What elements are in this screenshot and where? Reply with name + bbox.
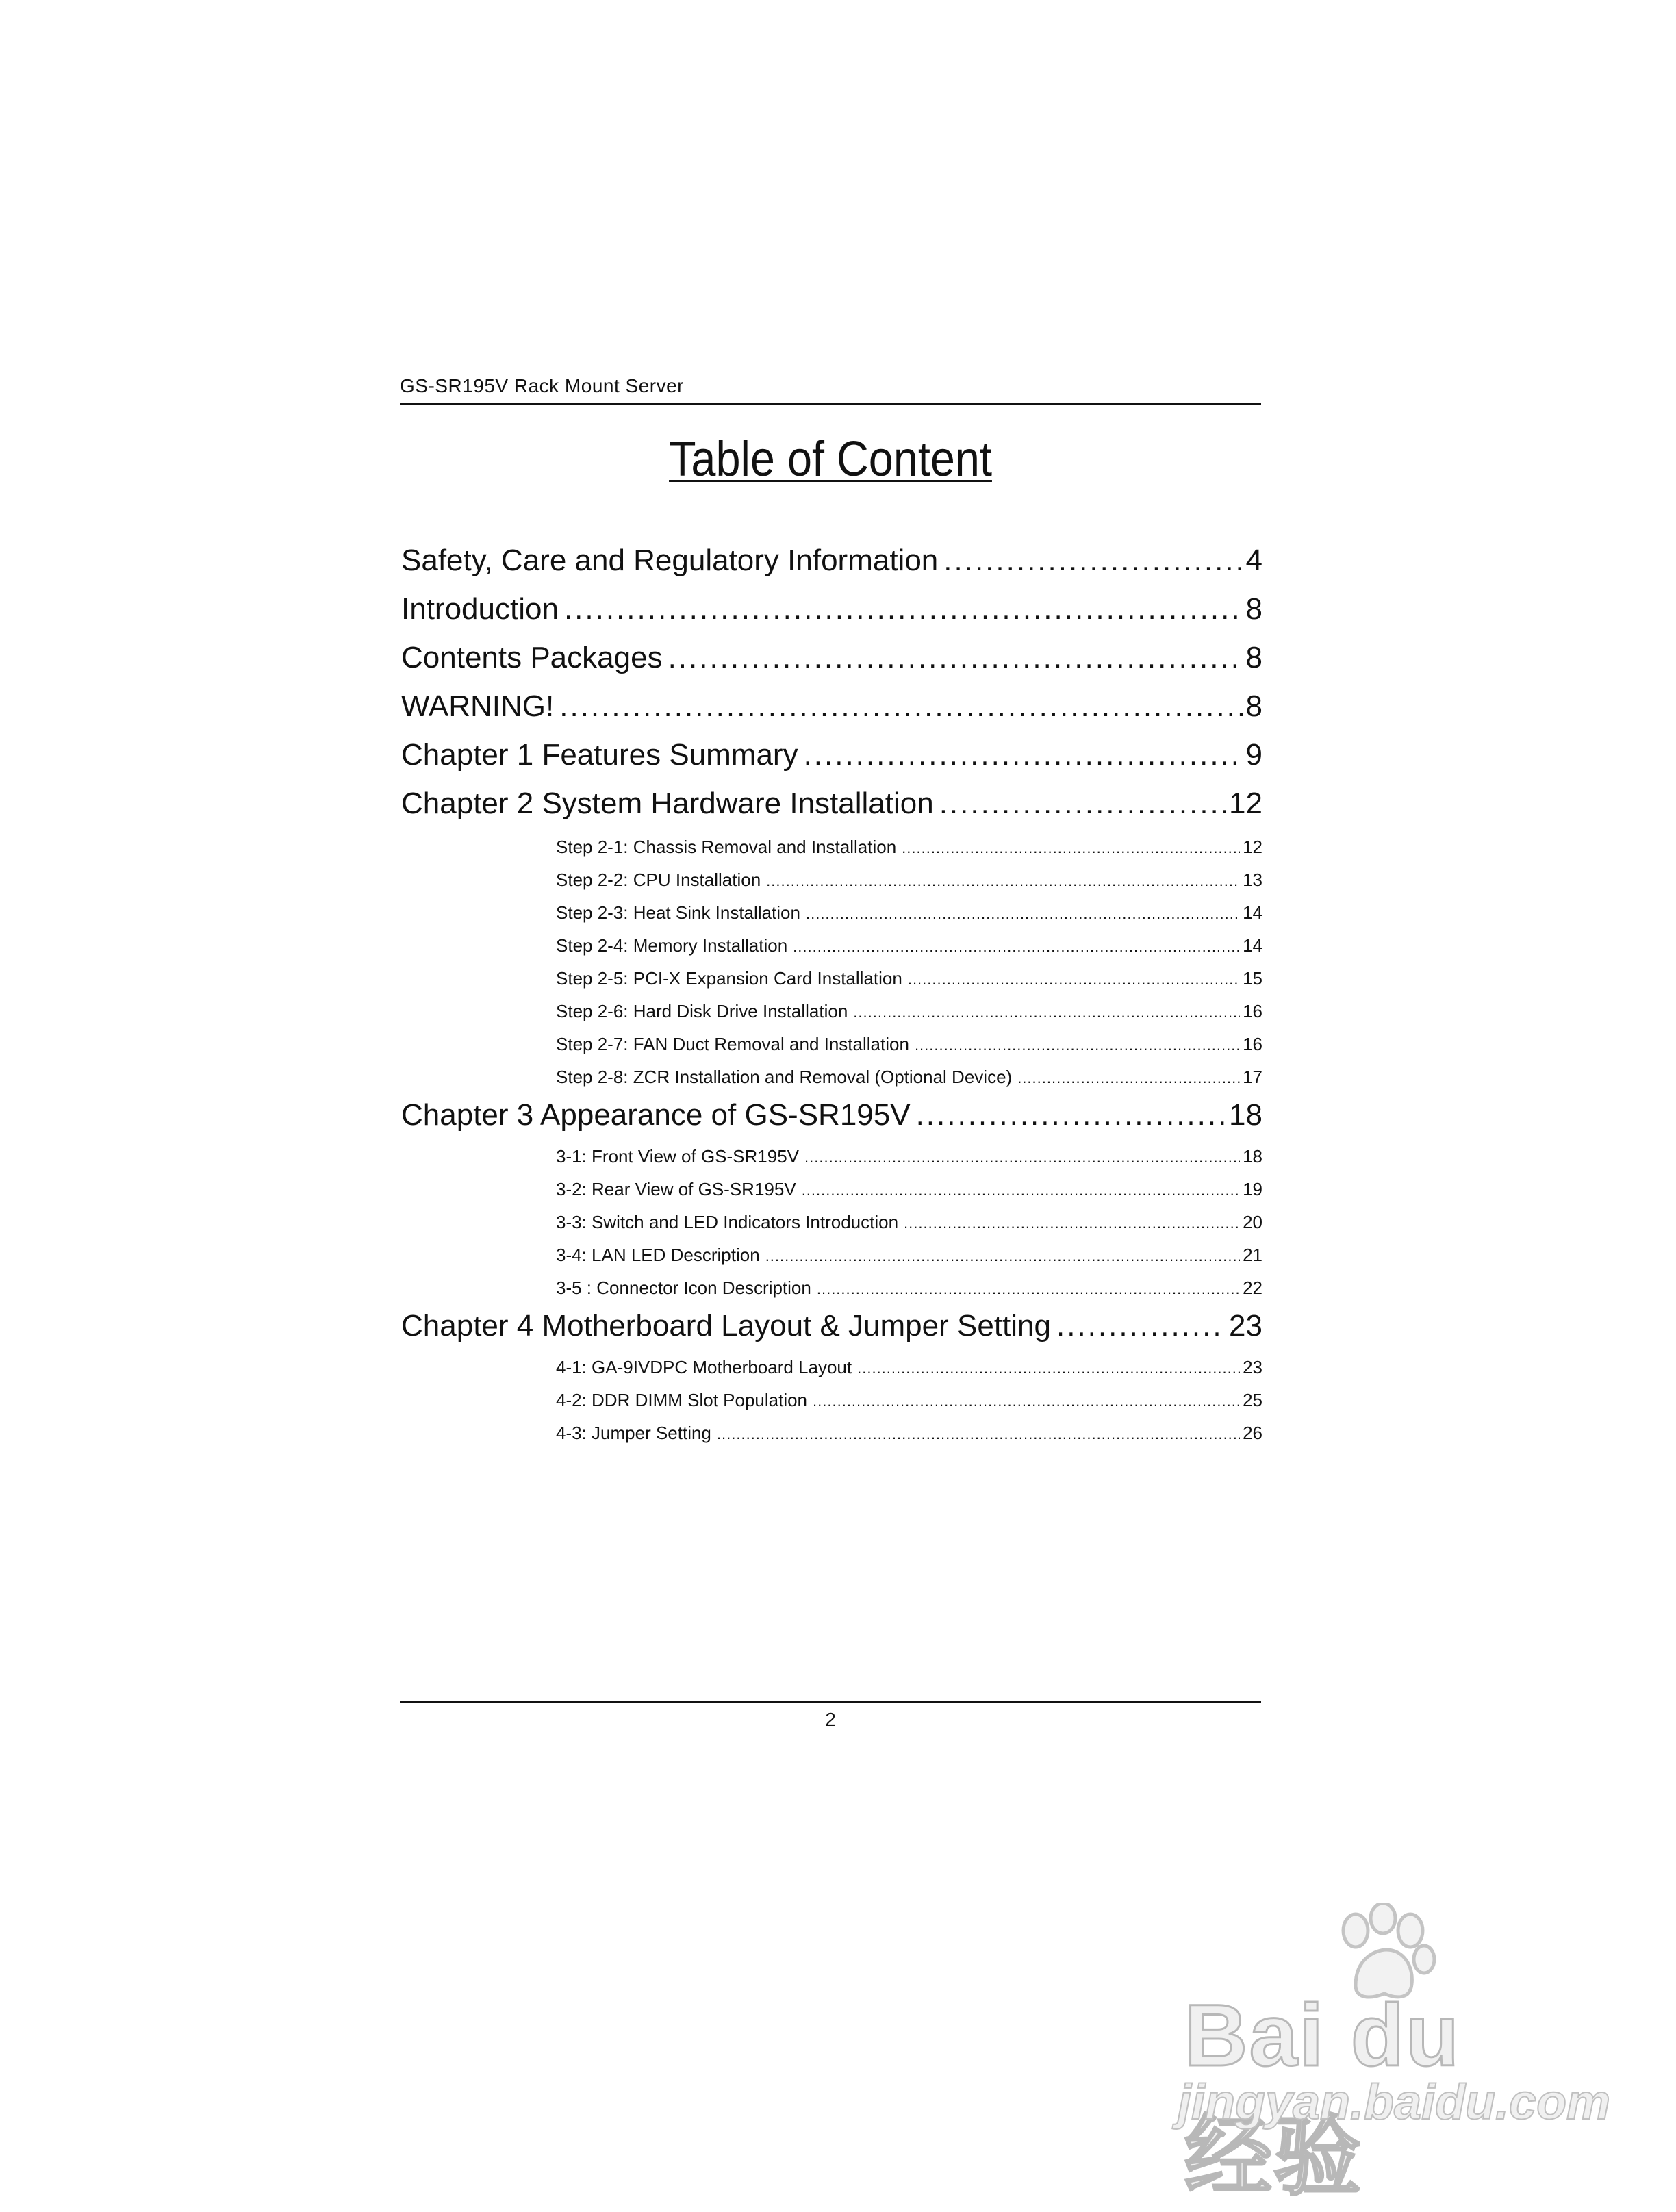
- toc-subentry[interactable]: [556, 935, 1262, 958]
- toc-entry-label: 3-5 : Connector Icon Description: [556, 1277, 811, 1298]
- dot-leader: [817, 1280, 1240, 1298]
- toc-entry-page: 22: [1243, 1277, 1262, 1298]
- dot-leader: [908, 971, 1240, 989]
- toc-entry-label: 4-2: DDR DIMM Slot Population: [556, 1390, 808, 1410]
- toc-subentry[interactable]: [556, 968, 1262, 991]
- toc-entry-page: 12: [1243, 837, 1262, 857]
- toc-entry-label: Chapter 1 Features Summary: [401, 738, 798, 772]
- toc-entry-label: Step 2-3: Heat Sink Installation: [556, 902, 800, 923]
- dot-leader: [559, 689, 1243, 724]
- dot-leader: [804, 1149, 1240, 1167]
- dot-leader: [668, 641, 1243, 675]
- toc-subentry[interactable]: [556, 1001, 1262, 1024]
- dot-leader: [813, 1393, 1240, 1410]
- dot-leader: [915, 1037, 1240, 1054]
- toc-entry-label: Step 2-5: PCI-X Expansion Card Installation: [556, 968, 902, 989]
- toc-entry-label: Step 2-8: ZCR Installation and Removal (Optional Device): [556, 1067, 1013, 1087]
- toc-subentry[interactable]: [556, 1146, 1262, 1169]
- toc-subentry[interactable]: [556, 1179, 1262, 1202]
- dot-leader: [916, 1098, 1226, 1132]
- toc-entry-page: 17: [1243, 1067, 1262, 1087]
- toc-entry-page: 25: [1243, 1390, 1262, 1410]
- toc-entry-label: WARNING!: [401, 689, 555, 723]
- toc-entry-page: 23: [1243, 1357, 1262, 1377]
- toc-entry-label: 3-3: Switch and LED Indicators Introduction: [556, 1212, 899, 1232]
- toc-entry-label: Step 2-1: Chassis Removal and Installation: [556, 837, 897, 857]
- toc-entry-label: Chapter 2 System Hardware Installation: [401, 787, 934, 820]
- toc-entry-label: Chapter 4 Motherboard Layout & Jumper Setting: [401, 1309, 1051, 1343]
- toc-entry-page: 4: [1245, 544, 1262, 577]
- dot-leader: [853, 1004, 1240, 1021]
- toc-entry-label: Chapter 3 Appearance of GS-SR195V: [401, 1098, 911, 1132]
- toc-entry-page: 19: [1243, 1179, 1262, 1199]
- baidu-watermark: [1164, 1903, 1611, 2206]
- toc-entry[interactable]: [401, 689, 1262, 726]
- toc-entry-page: 15: [1243, 968, 1262, 989]
- dot-leader: [1056, 1309, 1226, 1343]
- toc-subentry[interactable]: [556, 1034, 1262, 1057]
- toc-entry[interactable]: [401, 544, 1262, 581]
- toc-subentry[interactable]: [556, 1067, 1262, 1090]
- toc-entry-label: 4-1: GA-9IVDPC Motherboard Layout: [556, 1357, 852, 1377]
- toc-subentry[interactable]: [556, 902, 1262, 926]
- dot-leader: [802, 1182, 1240, 1199]
- toc-entry-label: Step 2-6: Hard Disk Drive Installation: [556, 1001, 848, 1021]
- toc-entry[interactable]: [401, 1098, 1262, 1135]
- toc-entry-page: 23: [1229, 1309, 1262, 1343]
- toc-entry-page: 12: [1229, 787, 1262, 820]
- watermark-url: jingyan.baidu.com: [1178, 2075, 1611, 2130]
- toc-entry-page: 16: [1243, 1034, 1262, 1054]
- toc-entry[interactable]: [401, 1309, 1262, 1346]
- toc-entry-page: 21: [1243, 1245, 1262, 1265]
- toc-entry-page: 16: [1243, 1001, 1262, 1021]
- toc-entry-page: 18: [1229, 1098, 1262, 1132]
- toc-subentry[interactable]: [556, 869, 1262, 893]
- toc-entry-label: 3-1: Front View of GS-SR195V: [556, 1146, 800, 1167]
- toc-entry[interactable]: [401, 738, 1262, 775]
- toc-subentry[interactable]: [556, 1245, 1262, 1268]
- running-header: GS-SR195V Rack Mount Server: [400, 375, 684, 396]
- toc-entry-label: 3-2: Rear View of GS-SR195V: [556, 1179, 796, 1199]
- toc-entry-page: 14: [1243, 935, 1262, 956]
- toc-entry-page: 9: [1245, 738, 1262, 772]
- toc-entry[interactable]: [401, 592, 1262, 629]
- toc-entry-label: Step 2-7: FAN Duct Removal and Installation: [556, 1034, 909, 1054]
- toc-entry-page: 8: [1245, 592, 1262, 626]
- toc-entry-label: 4-3: Jumper Setting: [556, 1423, 711, 1443]
- toc-entry-label: Contents Packages: [401, 641, 663, 674]
- toc-entry-label: Step 2-4: Memory Installation: [556, 935, 788, 956]
- page-number: 2: [825, 1709, 836, 1730]
- toc-entry-page: 20: [1243, 1212, 1262, 1232]
- watermark-brand: Bai du 经验: [1184, 1987, 1461, 2206]
- dot-leader: [857, 1360, 1240, 1377]
- toc-subentry[interactable]: [556, 837, 1262, 860]
- toc-entry-page: 14: [1243, 902, 1262, 923]
- dot-leader: [904, 1215, 1240, 1232]
- toc-subentry[interactable]: [556, 1423, 1262, 1446]
- toc-entry-page: 26: [1243, 1423, 1262, 1443]
- toc-entry-label: 3-4: LAN LED Description: [556, 1245, 760, 1265]
- toc-entry-page: 8: [1245, 689, 1262, 723]
- dot-leader: [943, 544, 1243, 578]
- toc-subentry[interactable]: [556, 1277, 1262, 1301]
- toc-subentry[interactable]: [556, 1357, 1262, 1380]
- toc-entry[interactable]: [401, 641, 1262, 678]
- toc-entry-page: 18: [1243, 1146, 1262, 1167]
- dot-leader: [717, 1425, 1240, 1443]
- dot-leader: [766, 872, 1240, 890]
- toc-subentry[interactable]: [556, 1212, 1262, 1235]
- toc-entry-page: 8: [1245, 641, 1262, 674]
- dot-leader: [806, 905, 1240, 923]
- page-title: Table of Content: [669, 432, 992, 487]
- dot-leader: [1017, 1069, 1240, 1087]
- dot-leader: [804, 738, 1243, 772]
- footer-rule: [400, 1701, 1261, 1703]
- dot-leader: [564, 592, 1243, 626]
- dot-leader: [793, 938, 1240, 956]
- toc-entry-label: Introduction: [401, 592, 559, 626]
- dot-leader: [765, 1247, 1240, 1265]
- toc-entry[interactable]: [401, 787, 1262, 824]
- toc-subentry[interactable]: [556, 1390, 1262, 1413]
- dot-leader: [939, 787, 1226, 821]
- toc-entry-page: 13: [1243, 869, 1262, 890]
- toc-entry-label: Safety, Care and Regulatory Information: [401, 544, 939, 577]
- dot-leader: [902, 839, 1240, 857]
- toc-entry-label: Step 2-2: CPU Installation: [556, 869, 761, 890]
